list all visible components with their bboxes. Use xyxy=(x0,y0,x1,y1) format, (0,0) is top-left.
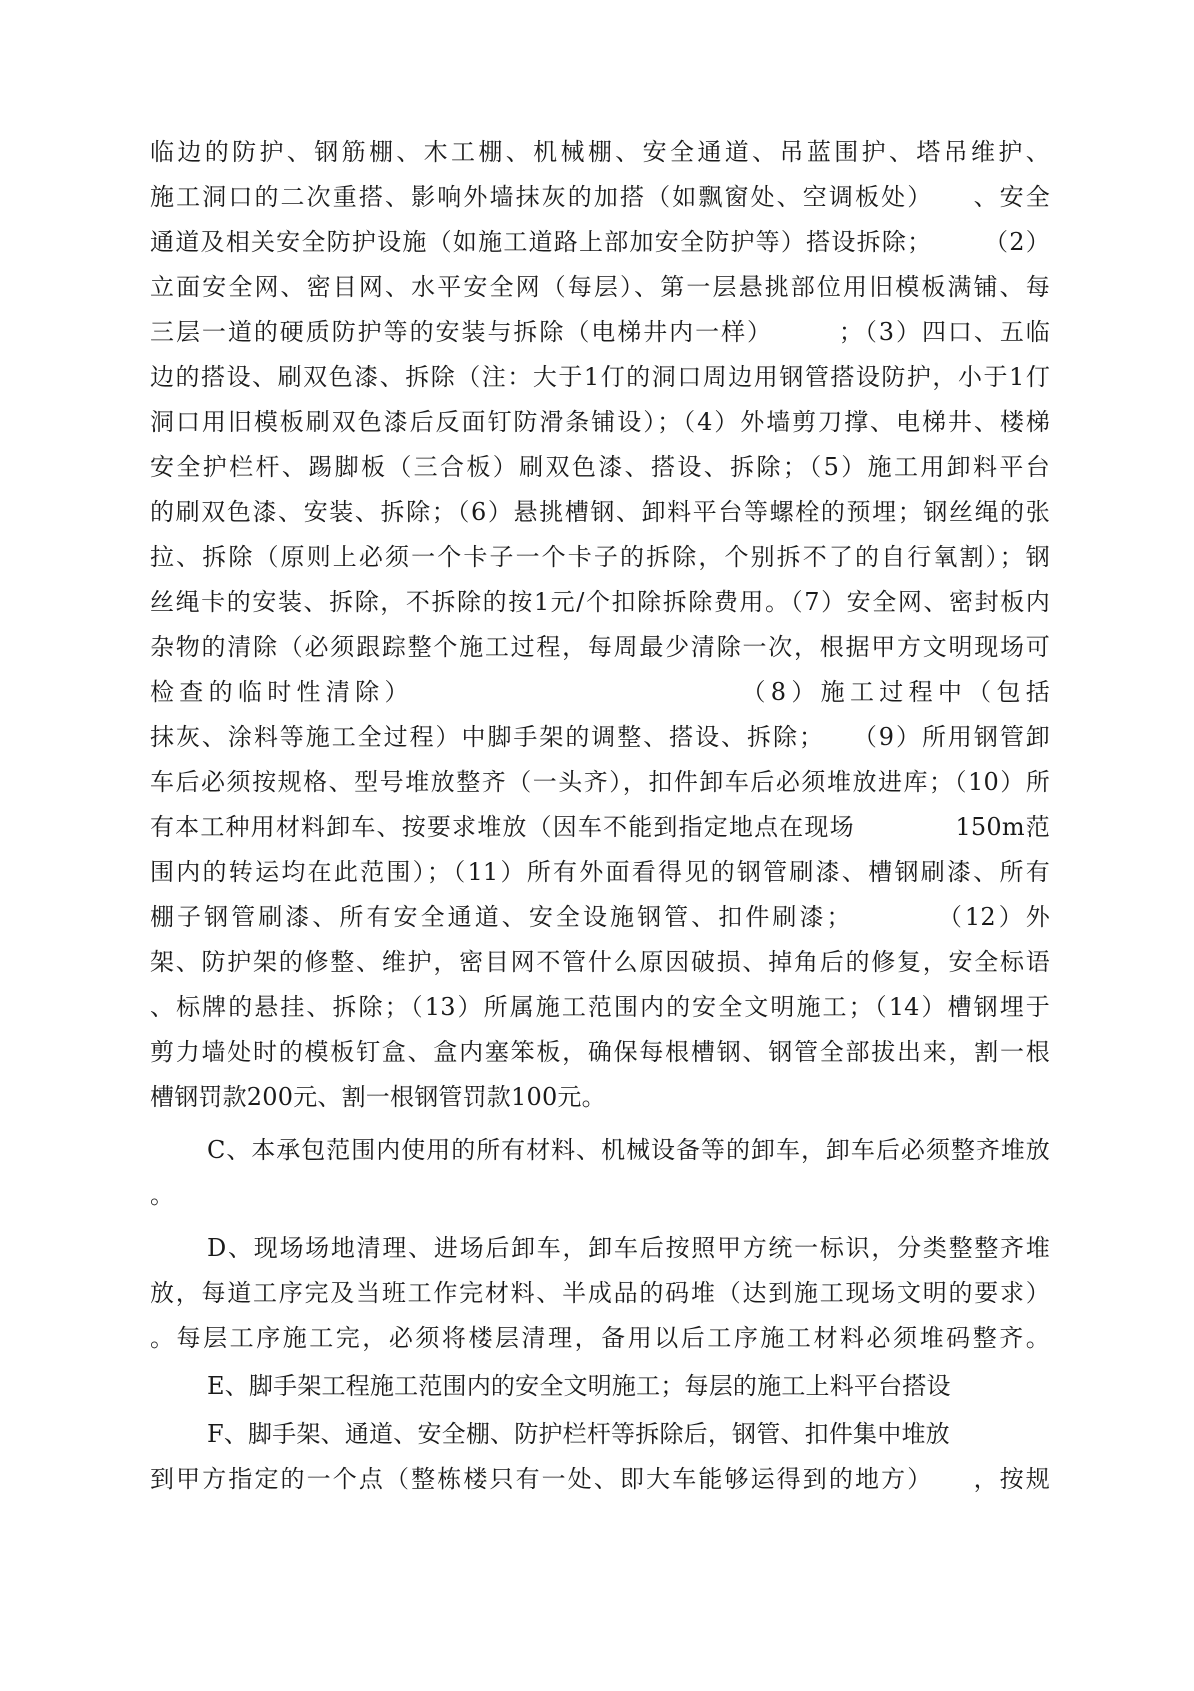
text-line: 丝绳卡的安装、拆除，不拆除的按1元/个扣除拆除费用。（7）安全网、密封板内 xyxy=(150,588,1050,616)
text-line: 。 xyxy=(150,1181,175,1209)
text-line: 到甲方指定的一个点（整栋楼只有一处、即大车能够运得到的地方） ，按规 xyxy=(150,1465,1050,1493)
text-line: 架、防护架的修整、维护，密目网不管什么原因破损、掉角后的修复，安全标语 xyxy=(150,948,1050,976)
text-line: 围内的转运均在此范围）；（11）所有外面看得见的钢管刷漆、槽钢刷漆、所有 xyxy=(150,858,1050,886)
text-line: 车后必须按规格、型号堆放整齐（一头齐），扣件卸车后必须堆放进库；（10）所 xyxy=(150,768,1050,796)
text-line: 安全护栏杆、踢脚板（三合板）刷双色漆、搭设、拆除；（5）施工用卸料平台 xyxy=(150,453,1050,481)
text-line: 洞口用旧模板刷双色漆后反面钉防滑条铺设）；（4）外墙剪刀撑、电梯井、楼梯 xyxy=(150,408,1050,436)
text-line: 、标牌的悬挂、拆除；（13）所属施工范围内的安全文明施工；（14）槽钢埋于 xyxy=(150,993,1050,1021)
text-line: 检查的临时性清除） （8）施工过程中（包括 xyxy=(150,678,1050,706)
text-line: 临边的防护、钢筋棚、木工棚、机械棚、安全通道、吊蓝围护、塔吊维护、 xyxy=(150,138,1050,166)
text-line: 立面安全网、密目网、水平安全网（每层）、第一层悬挑部位用旧模板满铺、每 xyxy=(150,273,1050,301)
text-line: 槽钢罚款200元、割一根钢管罚款100元。 xyxy=(150,1083,606,1111)
text-line: 有本工种用材料卸车、按要求堆放（因车不能到指定地点在现场 150m范 xyxy=(150,813,1050,841)
paragraph-c: C、本承包范围内使用的所有材料、机械设备等的卸车，卸车后必须整齐堆放 xyxy=(207,1136,1050,1164)
text-line: 棚子钢管刷漆、所有安全通道、安全设施钢管、扣件刷漆； （12）外 xyxy=(150,903,1050,931)
paragraph-e: E、脚手架工程施工范围内的安全文明施工；每层的施工上料平台搭设 xyxy=(207,1372,951,1400)
paragraph-f: F、脚手架、通道、安全棚、防护栏杆等拆除后，钢管、扣件集中堆放 xyxy=(207,1420,950,1448)
text-line: 拉、拆除（原则上必须一个卡子一个卡子的拆除，个别拆不了的自行氧割）；钢 xyxy=(150,543,1050,571)
text-line: 通道及相关安全防护设施（如施工道路上部加安全防护等）搭设拆除； （2） xyxy=(150,228,1050,256)
paragraph-d: D、现场场地清理、进场后卸车，卸车后按照甲方统一标识，分类整整齐堆 xyxy=(207,1234,1050,1262)
text-line: 。每层工序施工完，必须将楼层清理，备用以后工序施工材料必须堆码整齐。 xyxy=(150,1324,1050,1352)
text-line: 三层一道的硬质防护等的安装与拆除（电梯井内一样） ；（3）四口、五临 xyxy=(150,318,1050,346)
text-line: 剪力墙处时的模板钉盒、盒内塞笨板，确保每根槽钢、钢管全部拔出来，割一根 xyxy=(150,1038,1050,1066)
text-line: 杂物的清除（必须跟踪整个施工过程，每周最少清除一次，根据甲方文明现场可 xyxy=(150,633,1050,661)
text-line: 的刷双色漆、安装、拆除；（6）悬挑槽钢、卸料平台等螺栓的预埋；钢丝绳的张 xyxy=(150,498,1050,526)
text-line: 抹灰、涂料等施工全过程）中脚手架的调整、搭设、拆除； （9）所用钢管卸 xyxy=(150,723,1050,751)
text-line: 放，每道工序完及当班工作完材料、半成品的码堆（达到施工现场文明的要求） xyxy=(150,1279,1050,1307)
text-line: 施工洞口的二次重搭、影响外墙抹灰的加搭（如飘窗处、空调板处） 、安全 xyxy=(150,183,1050,211)
text-line: 边的搭设、刷双色漆、拆除（注：大于1仃的洞口周边用钢管搭设防护，小于1仃 xyxy=(150,363,1050,391)
